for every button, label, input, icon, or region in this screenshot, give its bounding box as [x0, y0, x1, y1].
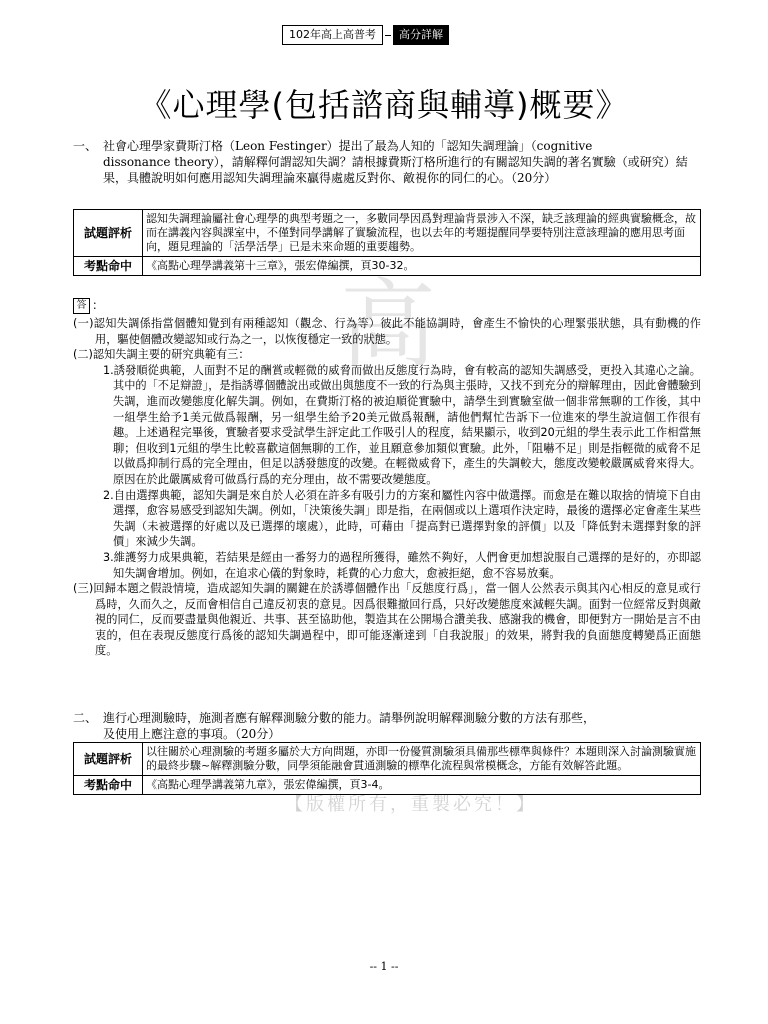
page-title: 《心理學(包括諮商與輔導)概要》: [139, 86, 629, 124]
question-text: dissonance theory），請解釋何謂認知失調？請根據費斯汀格所進行的有關認知失調的著名實驗（或研究）結果，具體說明如何應用認知失調理論來贏得處處反對你、敵視你的同仁的心。（20分）: [103, 155, 688, 185]
page-number: -- 1 --: [369, 960, 399, 973]
hit-label: 考點命中: [74, 257, 143, 276]
table-row: [74, 257, 701, 276]
question-number: 一、: [73, 139, 98, 153]
hit-label: 考點命中: [74, 776, 143, 795]
question-2: [73, 710, 703, 742]
answer-paragraph-3: (三)回歸本題之假設情境，造成認知失調的關鍵在於誘導個體作出「反態度行爲」，當一個人公然表示與其內心相反的意見或行爲時，久而久之，反而會相信自己違反初衷的意見。因爲很難撤回行爲，只好改變態度來減輕失調。面對一位經常反對與敵視的同仁，反而要盡量與他親近、共事、甚至協助他，製造其在公開場合讚美我、感謝我的機會，即便對方一開始是言不由衷的，但在表現反態度行爲後的認知失調過程中，即可能逐漸達到「自我說服」的效果，將對我的負面態度轉變爲正面態度。: [73, 582, 701, 658]
answer-paragraph-2: (二)認知失調主要的研究典範有三：: [73, 348, 250, 362]
answer-colon: ：: [92, 298, 105, 312]
question-text-line1: 進行心理測驗時，施測者應有解釋測驗分數的能力。請舉例說明解釋測驗分數的方法有那些，: [103, 711, 596, 725]
question-2-info-table: [73, 742, 701, 795]
table-row: [74, 743, 701, 776]
question-1: [73, 138, 703, 186]
hit-text: 《高點心理學講義第十三章》，張宏偉編撰，頁30-32。: [143, 257, 701, 276]
eval-label: 試題評析: [74, 743, 143, 776]
page-header: [282, 25, 449, 45]
header-divider: [385, 35, 391, 36]
answer-sub-1: 1.誘發順從典範，人面對不足的酬賞或輕微的威脅而做出反態度行為時，會有較高的認知失調感受，更投入其違心之論。其中的「不足辯證」，是指誘導個體說出或做出與態度不一致的行為與主張時，又找不到充分的辯解理由，因此會體驗到失調，進而改變態度化解失調。例如，在費斯汀格的被迫順從實驗中，請學生到實驗室做一個非常無聊的工作後，其中一組學生給予1美元做爲報酬，另一組學生給予20美元做爲報酬，請他們幫忙告訴下一位進來的學生說這個工作很有趣。上述過程完畢後，實驗者要求受試學生評定此工作吸引人的程度，結果顯示，收到20元組的學生表示此工作相當無聊；但收到1元組的學生比較喜歡這個無聊的工作，並且願意參加類似實驗。此外，「阻嚇不足」則是指輕微的威脅不足以做爲抑制行爲的完全理由，但足以誘發態度的改變。在輕微威脅下，產生的失調較大，態度改變較嚴厲威脅來得大。原因在於此嚴厲威脅可做爲行爲的充分理由，故不需要改變態度。: [103, 363, 701, 486]
answer-paragraph-1: (一)認知失調係指當個體知覺到有兩種認知（觀念、行為等）彼此不能協調時，會產生不愉快的心理緊張狀態，具有動機的作用，驅使個體改變認知或行為之一，以恢復穩定一致的狀態。: [73, 317, 701, 346]
question-text: 及使用上應注意的事項。（20分）: [103, 727, 281, 741]
table-row: [74, 210, 701, 257]
answer-sub-3: 3.維護努力成果典範，若結果是經由一番努力的過程所獲得，雖然不夠好，人們會更加想說服自己選擇的是好的，亦即認知失調會增加。例如，在追求心儀的對象時，耗費的心力愈大，愈被拒絕，愈不容易放棄。: [103, 550, 701, 580]
hit-text: 《高點心理學講義第九章》，張宏偉編撰，頁3-4。: [143, 776, 701, 795]
question-number: 二、: [73, 711, 98, 725]
watermark-text: 【版權所有，重製必究！】: [285, 794, 537, 815]
table-row: [74, 776, 701, 795]
eval-text: 以往關於心理測驗的考題多屬於大方向問題，亦即一份優質測驗須具備那些標準與條件？本題則深入討論測驗實施的最終步驟~解釋測驗分數，同學須能融會貫通測驗的標準化流程與常模概念，方能有效解答此題。: [143, 743, 701, 776]
answer-icon: 答: [73, 298, 90, 314]
eval-label: 試題評析: [74, 210, 143, 257]
header-tag: 高分詳解: [393, 25, 449, 45]
exam-year-label: 102年高上高普考: [282, 25, 383, 45]
answer-body: [73, 316, 701, 659]
question-1-info-table: [73, 209, 701, 276]
eval-text: 認知失調理論屬社會心理學的典型考題之一，多數同學因爲對理論背景涉入不深，缺乏該理論的經典實驗概念，故而在講義內容與課室中，不僅對同學講解了實驗流程，也以去年的考題提醒同學要特別注意該理論的應用思考面向，題見理論的「活學活學」已是未來命題的重要趨勢。: [143, 210, 701, 257]
answer-sub-2: 2.自由選擇典範，認知失調是來自於人必須在許多有吸引力的方案和屬性內容中做選擇。而愈是在難以取捨的情境下自由選擇，愈容易感受到認知失調。例如，「決策後失調」即是指，在兩個或以上選項作決定時，最後的選擇必定會產生某些失調（未被選擇的好處以及已選擇的壞處），此時，可藉由「提高對已選擇對象的評價」以及「降低對未選擇對象的評價」來減少失調。: [103, 488, 701, 549]
watermark-logo: 高: [340, 269, 436, 381]
question-text-line1: 社會心理學家費斯汀格（Leon Festinger）提出了最為人知的「認知失調理論」（cognitive: [103, 139, 593, 153]
